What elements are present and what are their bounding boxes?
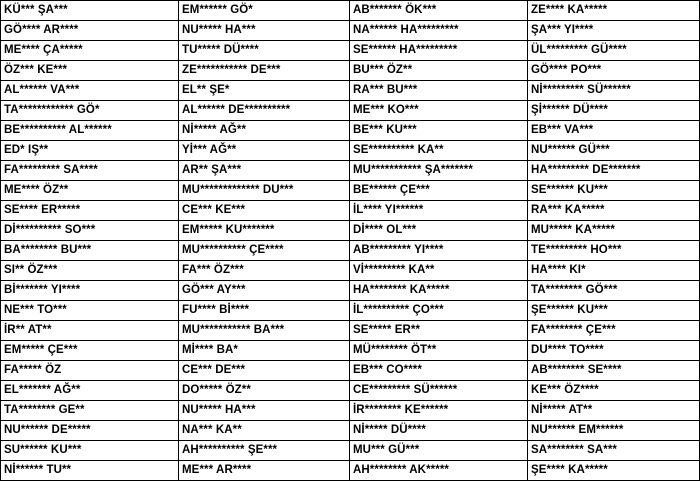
name-cell[interactable]: HA******** KA***** (350, 281, 528, 301)
table-row (1, 61, 700, 81)
name-cell[interactable]: ME**** ÖZ** (1, 181, 179, 201)
name-cell[interactable]: RA*** BU*** (350, 81, 528, 101)
name-cell[interactable]: İR******** KE****** (350, 401, 528, 421)
name-cell[interactable]: MU*** GÜ*** (350, 441, 528, 461)
name-cell[interactable]: ME**** ÇA***** (1, 41, 179, 61)
name-cell[interactable]: İR** AT** (1, 321, 179, 341)
name-cell[interactable]: HA********* DE******* (528, 161, 700, 181)
table-row (1, 441, 700, 461)
name-cell[interactable]: ÜL********* GÜ**** (528, 41, 700, 61)
name-cell[interactable]: ZE*********** DE*** (179, 61, 350, 81)
table-row (1, 361, 700, 381)
name-cell[interactable]: KE*** ÖZ**** (528, 381, 700, 401)
name-cell[interactable]: NU***** HA*** (179, 21, 350, 41)
name-cell[interactable]: BU*** ÖZ** (350, 61, 528, 81)
name-cell[interactable]: AR** ŞA*** (179, 161, 350, 181)
name-cell[interactable]: GÖ*** AY*** (179, 281, 350, 301)
name-cell[interactable]: Nİ********* SÜ****** (528, 81, 700, 101)
name-cell[interactable]: MU************* DU*** (179, 181, 350, 201)
name-cell[interactable]: FA***** ÖZ (1, 361, 179, 381)
name-cell[interactable]: ŞE****** KU*** (528, 301, 700, 321)
name-cell[interactable]: Nİ***** AĞ** (179, 121, 350, 141)
table-row (1, 421, 700, 441)
name-cell[interactable]: TA******** GÖ*** (528, 281, 700, 301)
table-row (1, 101, 700, 121)
table-row (1, 341, 700, 361)
table-row (1, 381, 700, 401)
name-cell[interactable]: ŞE**** KA***** (528, 461, 700, 481)
name-cell[interactable]: SU****** KU*** (1, 441, 179, 461)
name-cell[interactable]: GÖ**** PO*** (528, 61, 700, 81)
name-cell[interactable]: SA******** SA*** (528, 441, 700, 461)
name-cell[interactable]: NE*** TO*** (1, 301, 179, 321)
name-cell[interactable]: ME*** KO*** (350, 101, 528, 121)
table-row (1, 281, 700, 301)
table-row (1, 81, 700, 101)
name-cell[interactable]: NA*** KA** (179, 421, 350, 441)
table-row (1, 261, 700, 281)
table-row (1, 301, 700, 321)
name-cell[interactable]: BE********** AL****** (1, 121, 179, 141)
name-cell[interactable]: Şİ****** DÜ**** (528, 101, 700, 121)
name-cell[interactable]: RA*** KA***** (528, 201, 700, 221)
name-cell[interactable]: MU*********** BA*** (179, 321, 350, 341)
name-cell[interactable]: CE********* SÜ****** (350, 381, 528, 401)
name-cell[interactable]: BE****** ÇE*** (350, 181, 528, 201)
name-cell[interactable]: TU***** DÜ**** (179, 41, 350, 61)
table-row (1, 241, 700, 261)
name-cell[interactable]: NU***** HA*** (179, 401, 350, 421)
table-row (1, 21, 700, 41)
name-cell[interactable]: Vİ********* KA** (350, 261, 528, 281)
name-cell[interactable]: DO***** ÖZ** (179, 381, 350, 401)
table-row (1, 221, 700, 241)
name-cell[interactable]: SE**** ER***** (1, 201, 179, 221)
name-cell[interactable]: EM***** ÇE*** (1, 341, 179, 361)
name-cell[interactable]: İL**** YI****** (350, 201, 528, 221)
table-row (1, 41, 700, 61)
name-cell[interactable]: EM***** KU******* (179, 221, 350, 241)
name-cell[interactable]: EL** ŞE* (179, 81, 350, 101)
name-cell[interactable]: GÖ**** AR**** (1, 21, 179, 41)
name-cell[interactable]: EL******* AĞ** (1, 381, 179, 401)
name-cell[interactable]: SE********** KA** (350, 141, 528, 161)
name-cell[interactable]: AB******** SE**** (528, 361, 700, 381)
name-cell[interactable]: Nİ****** TU** (1, 461, 179, 481)
name-cell[interactable]: MU***** KA***** (528, 221, 700, 241)
name-cell[interactable]: NU****** GÜ*** (528, 141, 700, 161)
table-row (1, 121, 700, 141)
name-cell[interactable]: Nİ***** AT** (528, 401, 700, 421)
name-cell[interactable]: AH******** AK***** (350, 461, 528, 481)
table-row (1, 161, 700, 181)
name-cell[interactable]: CE*** KE*** (179, 201, 350, 221)
name-cell[interactable]: Bİ******* YI**** (1, 281, 179, 301)
name-cell[interactable]: SI** ÖZ*** (1, 261, 179, 281)
table-row (1, 1, 700, 21)
name-cell[interactable]: TA******** GE** (1, 401, 179, 421)
name-cell[interactable]: NU****** EM****** (528, 421, 700, 441)
name-cell[interactable]: Nİ***** DÜ**** (350, 421, 528, 441)
name-cell[interactable]: AL****** VA*** (1, 81, 179, 101)
name-cell[interactable]: SE****** HA********* (350, 41, 528, 61)
name-cell[interactable]: EM****** GÖ* (179, 1, 350, 21)
name-cell[interactable]: Dİ********** SO*** (1, 221, 179, 241)
name-cell[interactable]: DU**** TO**** (528, 341, 700, 361)
table-row (1, 141, 700, 161)
table-body (1, 1, 700, 481)
name-cell[interactable]: EB*** CO**** (350, 361, 528, 381)
name-cell[interactable]: FA******** ÇE*** (528, 321, 700, 341)
name-cell[interactable]: CE*** DE*** (179, 361, 350, 381)
name-cell[interactable]: KÜ*** ŞA*** (1, 1, 179, 21)
name-cell[interactable]: AH********** ŞE*** (179, 441, 350, 461)
name-cell[interactable]: HA**** KI* (528, 261, 700, 281)
table-row (1, 201, 700, 221)
name-cell[interactable]: MU*********** ŞA******* (350, 161, 528, 181)
name-cell[interactable]: TE********* HO*** (528, 241, 700, 261)
table-row (1, 461, 700, 481)
table-row (1, 321, 700, 341)
name-cell[interactable]: ED* IŞ** (1, 141, 179, 161)
table-row (1, 181, 700, 201)
name-cell[interactable]: Dİ**** OL*** (350, 221, 528, 241)
name-cell[interactable]: ÖZ*** KE*** (1, 61, 179, 81)
name-cell[interactable]: NA****** HA********* (350, 21, 528, 41)
name-cell[interactable]: FA*** ÖZ*** (179, 261, 350, 281)
name-cell[interactable]: ŞA*** YI**** (528, 21, 700, 41)
name-cell[interactable]: TA************ GÖ* (1, 101, 179, 121)
name-cell[interactable]: EB*** VA*** (528, 121, 700, 141)
name-cell[interactable]: İL********** ÇO*** (350, 301, 528, 321)
name-cell[interactable]: BA******** BU*** (1, 241, 179, 261)
name-cell[interactable]: SE****** KU*** (528, 181, 700, 201)
name-cell[interactable]: FA********* SA**** (1, 161, 179, 181)
name-cell[interactable]: AL****** DE********** (179, 101, 350, 121)
name-cell[interactable]: ZE**** KA***** (528, 1, 700, 21)
name-cell[interactable]: FU**** Bİ**** (179, 301, 350, 321)
name-cell[interactable]: BE*** KU*** (350, 121, 528, 141)
name-cell[interactable]: AB******* ÖK*** (350, 1, 528, 21)
name-cell[interactable]: AB********* YI**** (350, 241, 528, 261)
name-cell[interactable]: ME*** AR**** (179, 461, 350, 481)
name-cell[interactable]: SE***** ER** (350, 321, 528, 341)
name-cell[interactable]: NU****** DE***** (1, 421, 179, 441)
name-cell[interactable]: MU********** ÇE**** (179, 241, 350, 261)
name-cell[interactable]: Mİ**** BA* (179, 341, 350, 361)
name-cell[interactable]: MÜ******** ÖT** (350, 341, 528, 361)
name-cell[interactable]: Yİ*** AĞ** (179, 141, 350, 161)
table-row (1, 401, 700, 421)
